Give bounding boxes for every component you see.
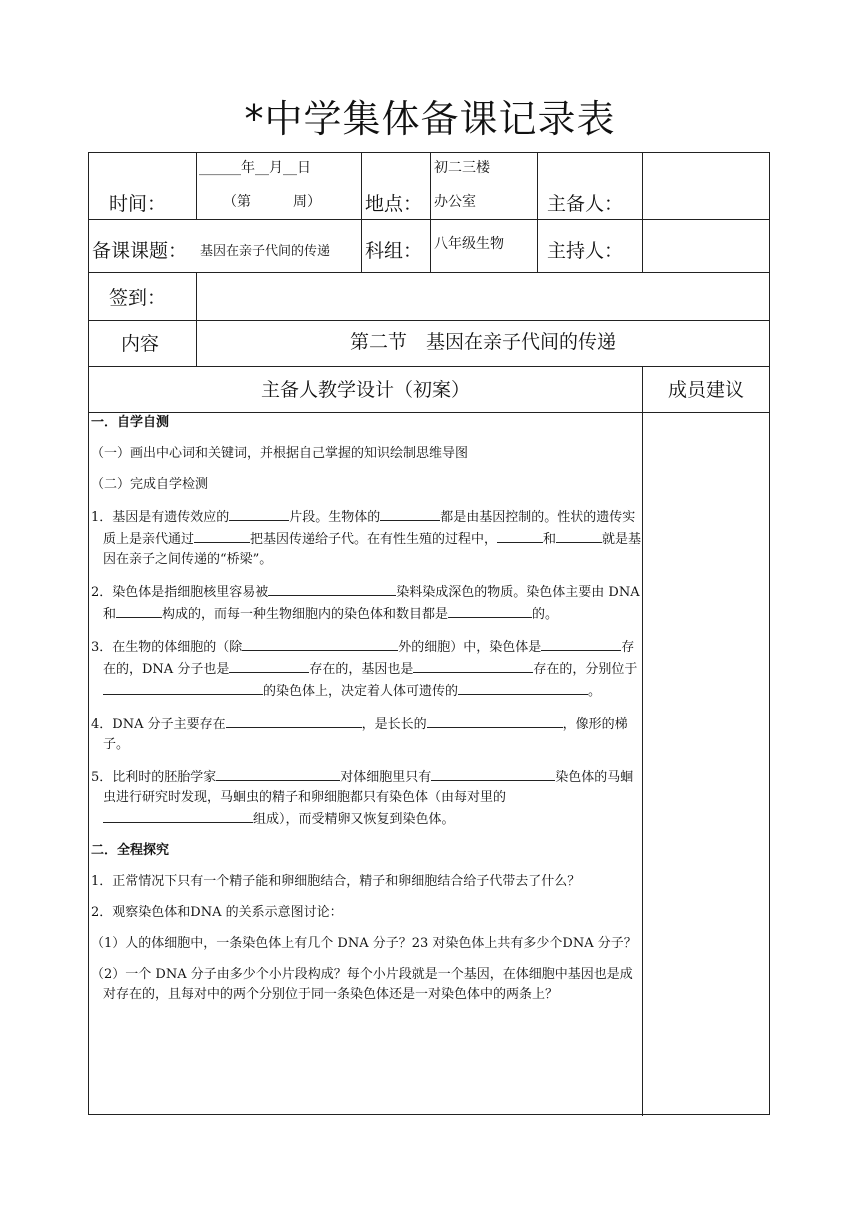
content-value: 第二节 基因在亲子代间的传递	[349, 331, 616, 353]
place-value-1: 初二三楼	[434, 160, 490, 176]
time-label: 时间：	[109, 193, 167, 215]
topic-value: 基因在亲子代间的传递	[200, 244, 331, 259]
section-self-study-title: 一．自学自测	[91, 415, 170, 430]
inquiry-1: 1．正常情况下只有一个精子能和卵细胞结合，精子和卵细胞结合给子代带去了什么？	[91, 874, 581, 889]
group-label: 科组：	[365, 240, 423, 262]
question-2: 2．染色体是指细胞核里容易被 染料染成深色的物质。染色体主要由 DNA 和 构成的，而每一种生物细胞内的染色体和数目都是 的。	[91, 581, 643, 625]
signin-label: 签到：	[109, 287, 167, 309]
lead-teacher-label: 主备人：	[547, 193, 624, 215]
host-label: 主持人：	[547, 240, 624, 262]
place-label: 地点：	[365, 193, 423, 215]
inquiry-2: 2．观察染色体和DNA 的关系示意图讨论：	[91, 905, 343, 920]
content-label: 内容	[121, 333, 160, 355]
lesson-prep-table	[88, 152, 770, 1115]
inquiry-2-2: （2）一个 DNA 分子由多少个小片段构成？每个小片段就是一个基因，在体细胞中基因也是成对存在的，且每对中的两个分别位于同一条染色体还是一对染色体中的两条上？	[91, 967, 633, 1002]
self-study-item-b: （二）完成自学检测	[91, 477, 209, 492]
question-3: 3．在生物的体细胞的（除 外的细胞）中，染色体是 存在的，DNA 分子也是 存在的，基因也是 存在的，分别位于的染色体上，决定着人体可遗传的 。	[91, 636, 643, 702]
page-title: *中学集体备课记录表	[244, 97, 616, 141]
suggestions-label: 成员建议	[667, 379, 744, 401]
self-study-item-a: （一）画出中心词和关键词，并根据自己掌握的知识绘制思维导图	[91, 446, 469, 461]
date-line: ______年__月__日	[199, 160, 311, 176]
question-5: 5．比利时的胚胎学家 对体细胞里只有 染色体的马蛔虫进行研究时发现，马蛔虫的精子和卵细胞都只有染色体（由每对里的组成），而受精卵又恢复到染色体。	[91, 766, 643, 830]
week-line: （第 周）	[223, 194, 321, 210]
question-1: 1．基因是有遗传效应的 片段。生物体的 都是由基因控制的。性状的遗传实质上是亲代通过 把基因传递给子代。在有性生殖的过程中， 和 就是基因在亲子之间传递的“桥梁”。	[91, 506, 643, 570]
group-value: 八年级生物	[434, 236, 504, 252]
question-4: 4．DNA 分子主要存在 ，是长长的 ，像形的梯子。	[91, 713, 643, 755]
place-value-2: 办公室	[434, 194, 476, 210]
topic-label: 备课课题：	[92, 240, 188, 262]
teaching-design-content	[89, 413, 645, 1016]
inquiry-2-1: （1）人的体细胞中，一条染色体上有几个 DNA 分子？23 对染色体上共有多少个DNA 分子？	[91, 936, 637, 951]
design-label: 主备人教学设计（初案）	[260, 379, 470, 401]
section-inquiry-title: 二．全程探究	[91, 843, 170, 858]
